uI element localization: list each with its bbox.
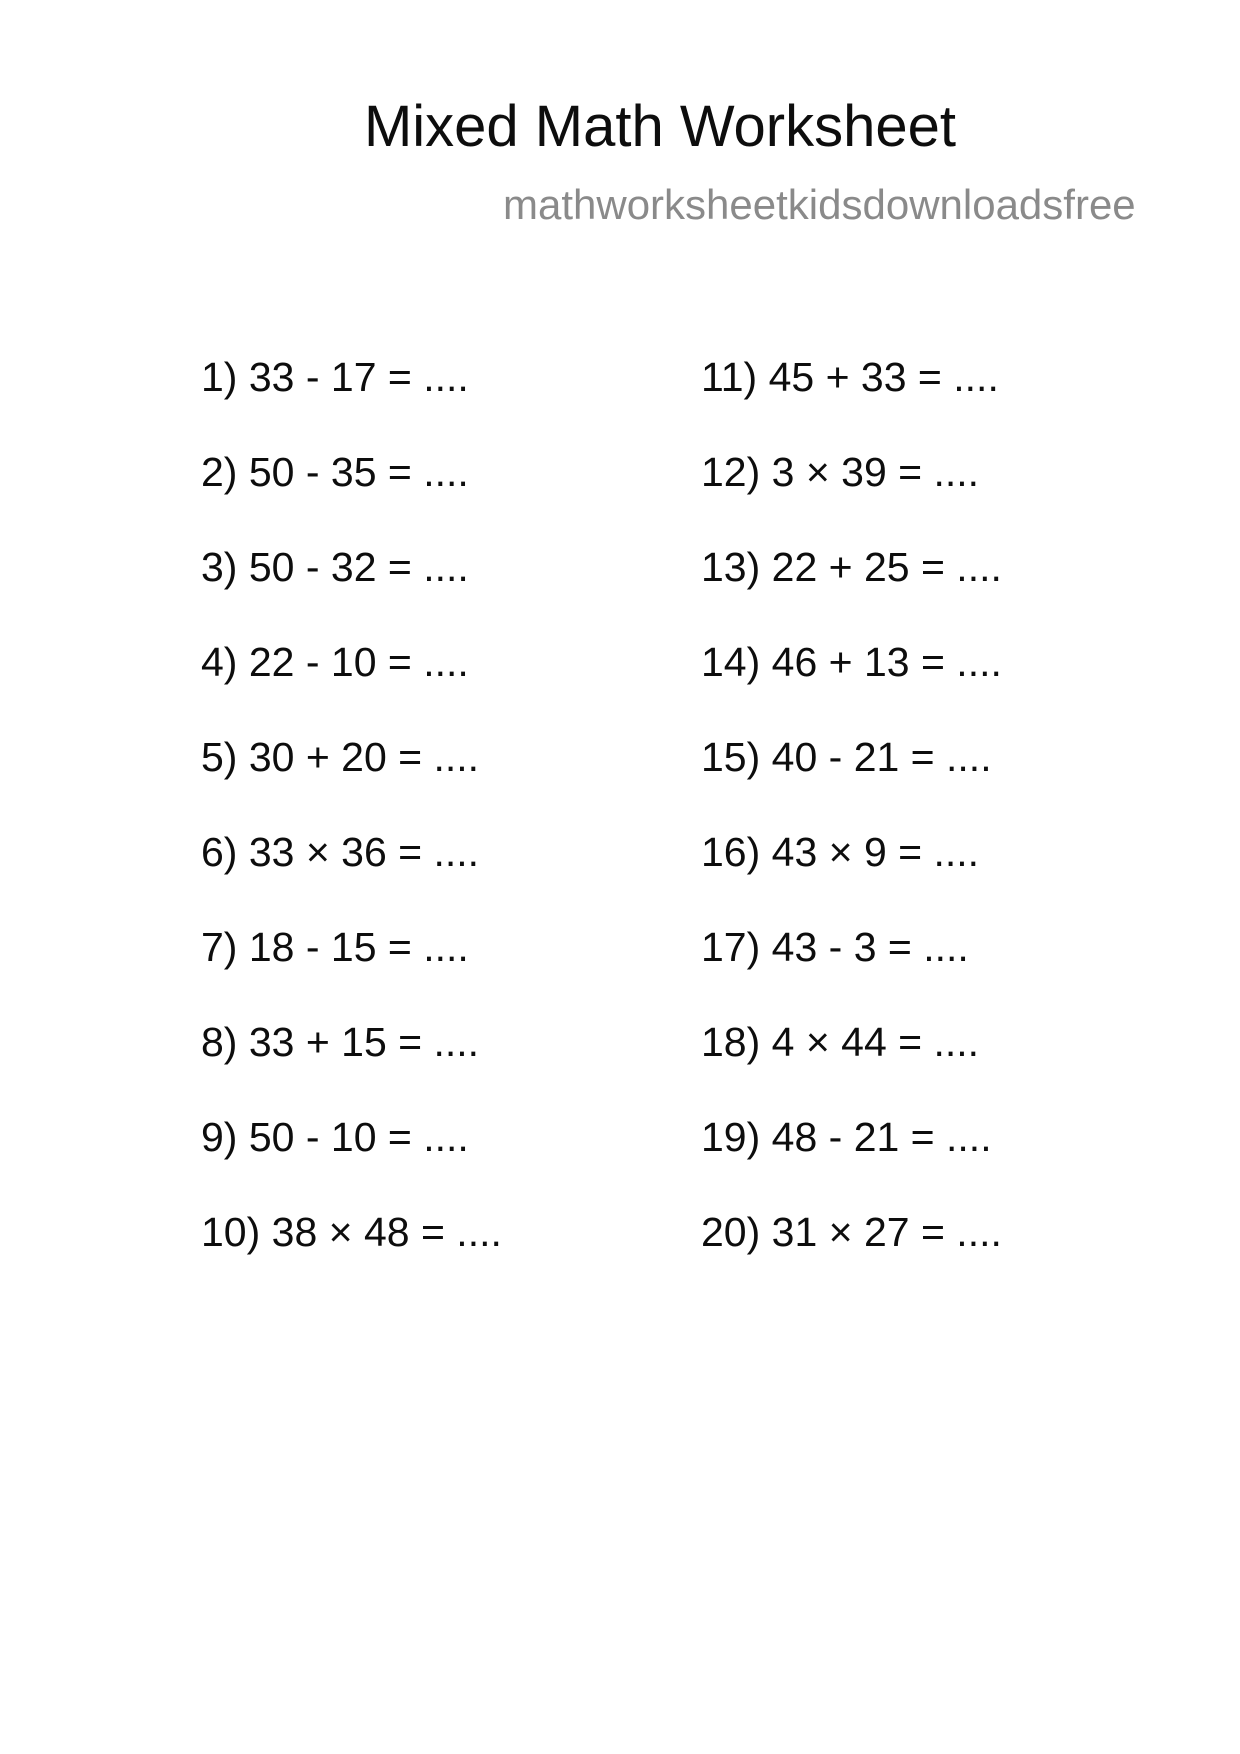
problem-14: 14) 46 + 13 = .... <box>701 639 1002 685</box>
problem-3: 3) 50 - 32 = .... <box>201 544 469 590</box>
problem-16: 16) 43 × 9 = .... <box>701 829 980 875</box>
problem-9: 9) 50 - 10 = .... <box>201 1114 469 1160</box>
site-watermark-text: mathworksheetkidsdownloadsfree <box>503 181 1136 228</box>
problem-5: 5) 30 + 20 = .... <box>201 734 480 780</box>
problem-15: 15) 40 - 21 = .... <box>701 734 992 780</box>
problem-2: 2) 50 - 35 = .... <box>201 449 469 495</box>
page-title: Mixed Math Worksheet <box>363 94 957 159</box>
problem-13: 13) 22 + 25 = .... <box>701 544 1002 590</box>
problem-19: 19) 48 - 21 = .... <box>701 1114 992 1160</box>
problem-column-left <box>201 354 502 1307</box>
problem-8: 8) 33 + 15 = .... <box>201 1019 480 1065</box>
problem-20: 20) 31 × 27 = .... <box>701 1209 1002 1255</box>
problem-12: 12) 3 × 39 = .... <box>701 449 980 495</box>
problem-11: 11) 45 + 33 = .... <box>701 354 999 400</box>
problem-17: 17) 43 - 3 = .... <box>701 924 969 970</box>
problem-1: 1) 33 - 17 = .... <box>201 354 469 400</box>
problem-6: 6) 33 × 36 = .... <box>201 829 480 875</box>
problem-4: 4) 22 - 10 = .... <box>201 639 469 685</box>
problem-18: 18) 4 × 44 = .... <box>701 1019 980 1065</box>
problem-7: 7) 18 - 15 = .... <box>201 924 469 970</box>
problem-10: 10) 38 × 48 = .... <box>201 1209 502 1255</box>
problem-column-right <box>701 354 1002 1307</box>
